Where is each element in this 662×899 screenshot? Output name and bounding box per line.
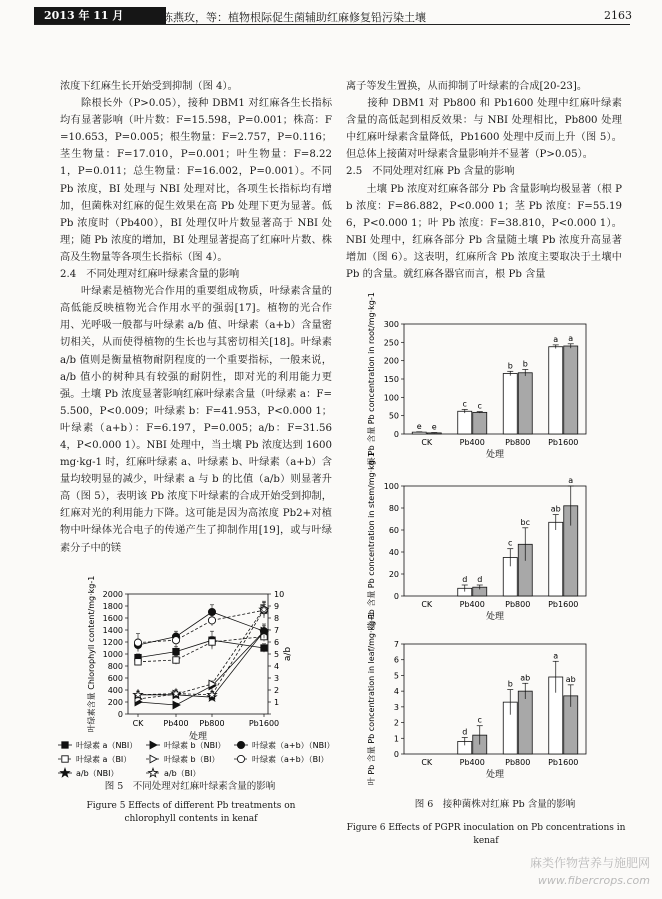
significance-letter: e <box>431 422 437 432</box>
x-tick-label: Pb400 <box>163 719 189 728</box>
figure-5-caption: 图 5 不同处理对红麻叶绿素含量的影响 <box>104 781 276 792</box>
series-line <box>138 608 264 699</box>
x-tick-label: Pb800 <box>505 758 531 767</box>
y2-tick-label: 4 <box>274 662 280 671</box>
x-tick-label: Pb1600 <box>548 758 579 767</box>
legend-label: a/b（NBI） <box>76 769 119 778</box>
figure-6-root <box>346 292 606 474</box>
point-square <box>173 657 179 663</box>
paragraph: 接种 DBM1 对 Pb800 和 Pb1600 处理中红麻叶绿素含量的高低起到相反效果：与 NBI 处理相比，Pb800 处理中红麻叶绿素含量降低，Pb1600 处理中反而上升（图 5）。但总体上接菌对叶绿素含量影响并不显著（P>0.05）。 <box>346 98 622 161</box>
x-tick-label: Pb1600 <box>248 719 280 728</box>
point-circle <box>134 639 141 646</box>
point-star <box>149 768 158 776</box>
y-tick-label: 3 <box>393 702 399 712</box>
y-axis-title: 叶 Pb 含量 Pb concentration in leaf/mg·kg-1 <box>367 612 376 786</box>
y-tick-label: 0 <box>393 750 399 759</box>
x-tick-label: CK <box>421 600 433 609</box>
bar-bi <box>518 691 532 754</box>
significance-letter: d <box>462 727 468 737</box>
series-line <box>138 610 264 642</box>
x-tick-label: CK <box>421 758 433 767</box>
significance-letter: d <box>477 575 483 584</box>
y-tick-label: 4 <box>393 687 399 697</box>
running-header <box>0 0 662 24</box>
figure-5-legend <box>58 740 335 778</box>
figure-5 <box>40 575 330 763</box>
significance-letter: c <box>462 399 467 409</box>
legend-label: 叶绿素 b（BI） <box>164 755 220 764</box>
right-column-text <box>346 78 622 283</box>
significance-letter: ab <box>550 504 561 514</box>
point-square <box>62 742 68 748</box>
significance-letter: ab <box>565 674 576 684</box>
paragraph: 除根长外（P>0.05），接种 DBM1 对红麻各生长指标均有显著影响（叶片数：F=15.598，P=0.001；株高：F=10.653，P=0.005；根生物量：F=2.757，P=0.116；茎生物量：F=17.010，P=0.001；叶生物量：F=8.221，P=0.011；总生物量：F=16.002，P=0.001）。不同 Pb 浓度，BI 处理与 NBI 处理对比，各项生长指标均有增加，但菌株对红麻的促生效果在高 Pb 处理下更为显著。低 Pb 浓度时（Pb400），BI 处理仅叶片数显著高于 NBI 处理；随 Pb 浓度的增加，BI 处理显著提高了红麻叶片数、株高及生物量等各项生长指标（图 4）。 <box>60 98 332 263</box>
y-axis-title: 叶绿素含量 Chlorophyll content/mg·kg-1 <box>87 575 96 733</box>
y-tick-label: 0 <box>393 592 399 601</box>
legend-label: 叶绿素 a（BI） <box>76 755 132 764</box>
y-tick-label: 400 <box>107 686 123 695</box>
significance-letter: a <box>553 651 559 661</box>
significance-letter: bc <box>520 517 530 527</box>
figure-6-caption-en: Figure 6 Effects of PGPR inoculation on Pb concentrations in kenaf <box>346 823 626 846</box>
y-tick-label: 300 <box>383 320 399 329</box>
legend-label: 叶绿素（a+b）（BI） <box>252 755 329 764</box>
y-tick-label: 1600 <box>102 614 123 623</box>
watermark-url: www.fibercrops.com <box>537 874 650 887</box>
y-tick-label: 0 <box>393 430 399 439</box>
x-axis-title: 处理 <box>188 732 208 742</box>
x-tick-label: Pb400 <box>459 600 485 609</box>
bar-nbi <box>503 374 517 435</box>
significance-letter: ab <box>520 673 531 683</box>
x-axis-title: 处理 <box>485 612 505 622</box>
x-axis-title: 处理 <box>485 770 505 780</box>
point-square <box>261 645 267 651</box>
figure-6-stem <box>346 452 606 630</box>
x-tick-label: Pb400 <box>459 438 485 447</box>
paragraph: 浓度下红麻生长开始受到抑制（图 4）。 <box>60 81 238 92</box>
significance-letter: c <box>477 715 482 725</box>
y-tick-label: 100 <box>383 482 399 491</box>
y-tick-label: 150 <box>383 375 399 384</box>
running-title: 陈燕玫，等：植物根际促生菌辅助红麻修复铅污染土壤 <box>162 11 426 24</box>
point-square <box>173 648 179 654</box>
y-axis-title: 茎 Pb 含量 Pb concentration in stem/mg·kg-1 <box>367 452 376 630</box>
y-tick-label: 1800 <box>102 602 123 611</box>
point-triangle <box>150 755 157 763</box>
y2-tick-label: 8 <box>274 614 280 623</box>
point-square <box>135 659 141 665</box>
left-column-text <box>60 78 332 557</box>
y-tick-label: 40 <box>388 548 399 557</box>
y-axis-title: 根 Pb 含量 Pb concentration in root/mg·kg-1 <box>367 292 376 466</box>
point-circle <box>208 608 215 615</box>
y-tick-label: 1200 <box>102 638 123 647</box>
figure-6-caption: 图 6 接种菌株对红麻 Pb 含量的影响 <box>414 799 576 810</box>
figure-6-root-chart <box>346 292 606 474</box>
x-tick-label: Pb800 <box>199 719 225 728</box>
point-circle <box>237 755 244 762</box>
y2-tick-label: 5 <box>274 650 280 659</box>
paragraph: 离子等发生置换，从而抑制了叶绿素的合成[20-23]。 <box>346 81 588 92</box>
x-tick-label: Pb1600 <box>548 438 579 447</box>
y2-tick-label: 7 <box>274 626 280 635</box>
point-circle <box>237 741 244 748</box>
bar-nbi <box>549 522 563 596</box>
x-axis-title: 处理 <box>485 450 505 460</box>
x-tick-label: CK <box>132 719 144 728</box>
significance-letter: b <box>507 361 513 371</box>
issue-date: 2013 年 11 月 <box>34 7 166 24</box>
y2-tick-label: 1 <box>274 698 280 707</box>
section-heading-2-4: 2.4 不同处理对红麻叶绿素含量的影响 <box>60 269 240 281</box>
point-square <box>209 639 215 645</box>
x-tick-label: CK <box>421 438 433 447</box>
figure-5-legend-svg <box>58 740 335 778</box>
series-line <box>138 612 264 645</box>
significance-letter: b <box>522 359 528 369</box>
x-tick-label: Pb400 <box>459 758 485 767</box>
watermark-text: 麻类作物营养与施肥网 <box>529 856 650 870</box>
y2-axis-title: a/b <box>283 646 293 662</box>
y-tick-label: 1000 <box>102 650 123 659</box>
significance-letter: d <box>462 575 468 584</box>
y-tick-label: 6 <box>393 655 399 665</box>
bar-bi <box>564 346 578 434</box>
y-tick-label: 1 <box>393 734 399 744</box>
y-tick-label: 5 <box>393 671 399 681</box>
y2-tick-label: 2 <box>274 686 280 695</box>
series-line <box>138 610 264 695</box>
y-tick-label: 50 <box>388 411 399 421</box>
y2-tick-label: 3 <box>274 674 280 683</box>
significance-letter: a <box>553 334 559 344</box>
y-tick-label: 2 <box>393 718 399 728</box>
y2-tick-label: 6 <box>274 638 280 647</box>
point-circle <box>172 637 179 644</box>
x-tick-label: Pb800 <box>505 438 531 447</box>
figure-6-leaf <box>346 612 606 796</box>
point-star <box>61 768 70 776</box>
legend-label: a/b（BI） <box>164 769 201 778</box>
y-tick-label: 100 <box>383 393 399 403</box>
legend-label: 叶绿素 b（NBI） <box>164 741 226 750</box>
significance-letter: a <box>568 476 574 485</box>
point-triangle <box>150 741 157 749</box>
y-tick-label: 200 <box>383 356 399 366</box>
significance-letter: b <box>507 679 513 689</box>
bar-bi <box>473 412 487 434</box>
y2-tick-label: 9 <box>274 602 280 611</box>
significance-letter: e <box>416 421 422 431</box>
section-heading-2-5: 2.5 不同处理对红麻 Pb 含量的影响 <box>346 166 515 178</box>
y-tick-label: 800 <box>107 662 123 671</box>
y-tick-label: 250 <box>383 338 399 348</box>
point-triangle <box>173 701 180 709</box>
point-circle <box>208 617 215 624</box>
y-tick-label: 7 <box>393 640 399 649</box>
y-tick-label: 80 <box>388 504 399 513</box>
figure-5-chart <box>40 575 330 763</box>
figure-6-leaf-chart <box>346 612 606 796</box>
y-tick-label: 2000 <box>102 590 123 599</box>
y-tick-label: 20 <box>388 570 399 579</box>
paragraph: 土壤 Pb 浓度对红麻各部分 Pb 含量影响均极显著（根 Pb 浓度：F=86.882，P<0.000 1；茎 Pb 浓度：F=55.196，P<0.000 1；叶 Pb 浓度：F=38.810，P<0.000 1）。NBI 处理中，红麻各部分 Pb 含量随土壤 Pb 浓度升高显著增加（图 6）。这表明，红麻所含 Pb 浓度主要取决于土壤中 Pb 的含量。就红麻各器官而言，根 Pb 含量 <box>346 183 622 281</box>
y-tick-label: 200 <box>107 698 123 707</box>
bar-bi <box>518 373 532 434</box>
bar-nbi <box>458 411 472 434</box>
y-tick-label: 60 <box>388 526 399 535</box>
y-tick-label: 1400 <box>102 626 123 635</box>
paragraph: 叶绿素是植物光合作用的重要组成物质，叶绿素含量的高低能反映植物光合作用水平的强弱[17]。植物的光合作用、光呼吸一般都与叶绿素 a/b 值、叶绿素（a+b）含量密切相关，从而使得植物的生长也与其密切相关[18]。叶绿素 a/b 值则是衡量植物耐阴程度的一个重要指标，一般来说，a/b 值小的树种具有较强的耐阴性，即对光的利用能力更强。土壤 Pb 浓度显著影响红麻叶绿素含量（叶绿素 a：F=5.500，P<0.009；叶绿素 b：F=41.953，P<0.000 1；叶绿素（a+b）：F=6.197，P=0.005；a/b：F=31.564，P<0.000 1）。NBI 处理中，当土壤 Pb 浓度达到 1600 mg·kg-1 时，红麻叶绿素 a、叶绿素 b、叶绿素（a+b）含量均较明显的减少，叶绿素 a 与 b 的比值（a/b）则显著升高（图 5），表明该 Pb 浓度下叶绿素的合成开始受到抑制，红麻对光的利用能力下降。这可能是因为高浓度 Pb2+对植物中叶绿体光合电子的传递产生了抑制作用[19]，或与叶绿素分子中的镁 <box>60 286 332 554</box>
x-tick-label: Pb1600 <box>548 600 579 609</box>
y2-tick-label: 10 <box>274 590 285 599</box>
y-tick-label: 0 <box>117 710 123 719</box>
y-tick-label: 600 <box>107 674 123 683</box>
bar-nbi <box>549 347 563 434</box>
legend-label: 叶绿素（a+b）（NBI） <box>252 741 335 750</box>
x-tick-label: Pb800 <box>505 600 531 609</box>
header-rule <box>34 24 630 25</box>
page-number: 2163 <box>604 9 632 22</box>
significance-letter: c <box>477 401 482 411</box>
significance-letter: a <box>568 333 574 343</box>
series-line <box>138 631 264 705</box>
legend-label: 叶绿素 a（NBI） <box>76 741 138 750</box>
figure-6-stem-chart <box>346 452 606 630</box>
figure-5-caption-en: Figure 5 Effects of different Pb treatments on chlorophyll contents in kenaf <box>86 801 296 824</box>
significance-letter: c <box>508 538 513 548</box>
point-square <box>62 756 68 762</box>
